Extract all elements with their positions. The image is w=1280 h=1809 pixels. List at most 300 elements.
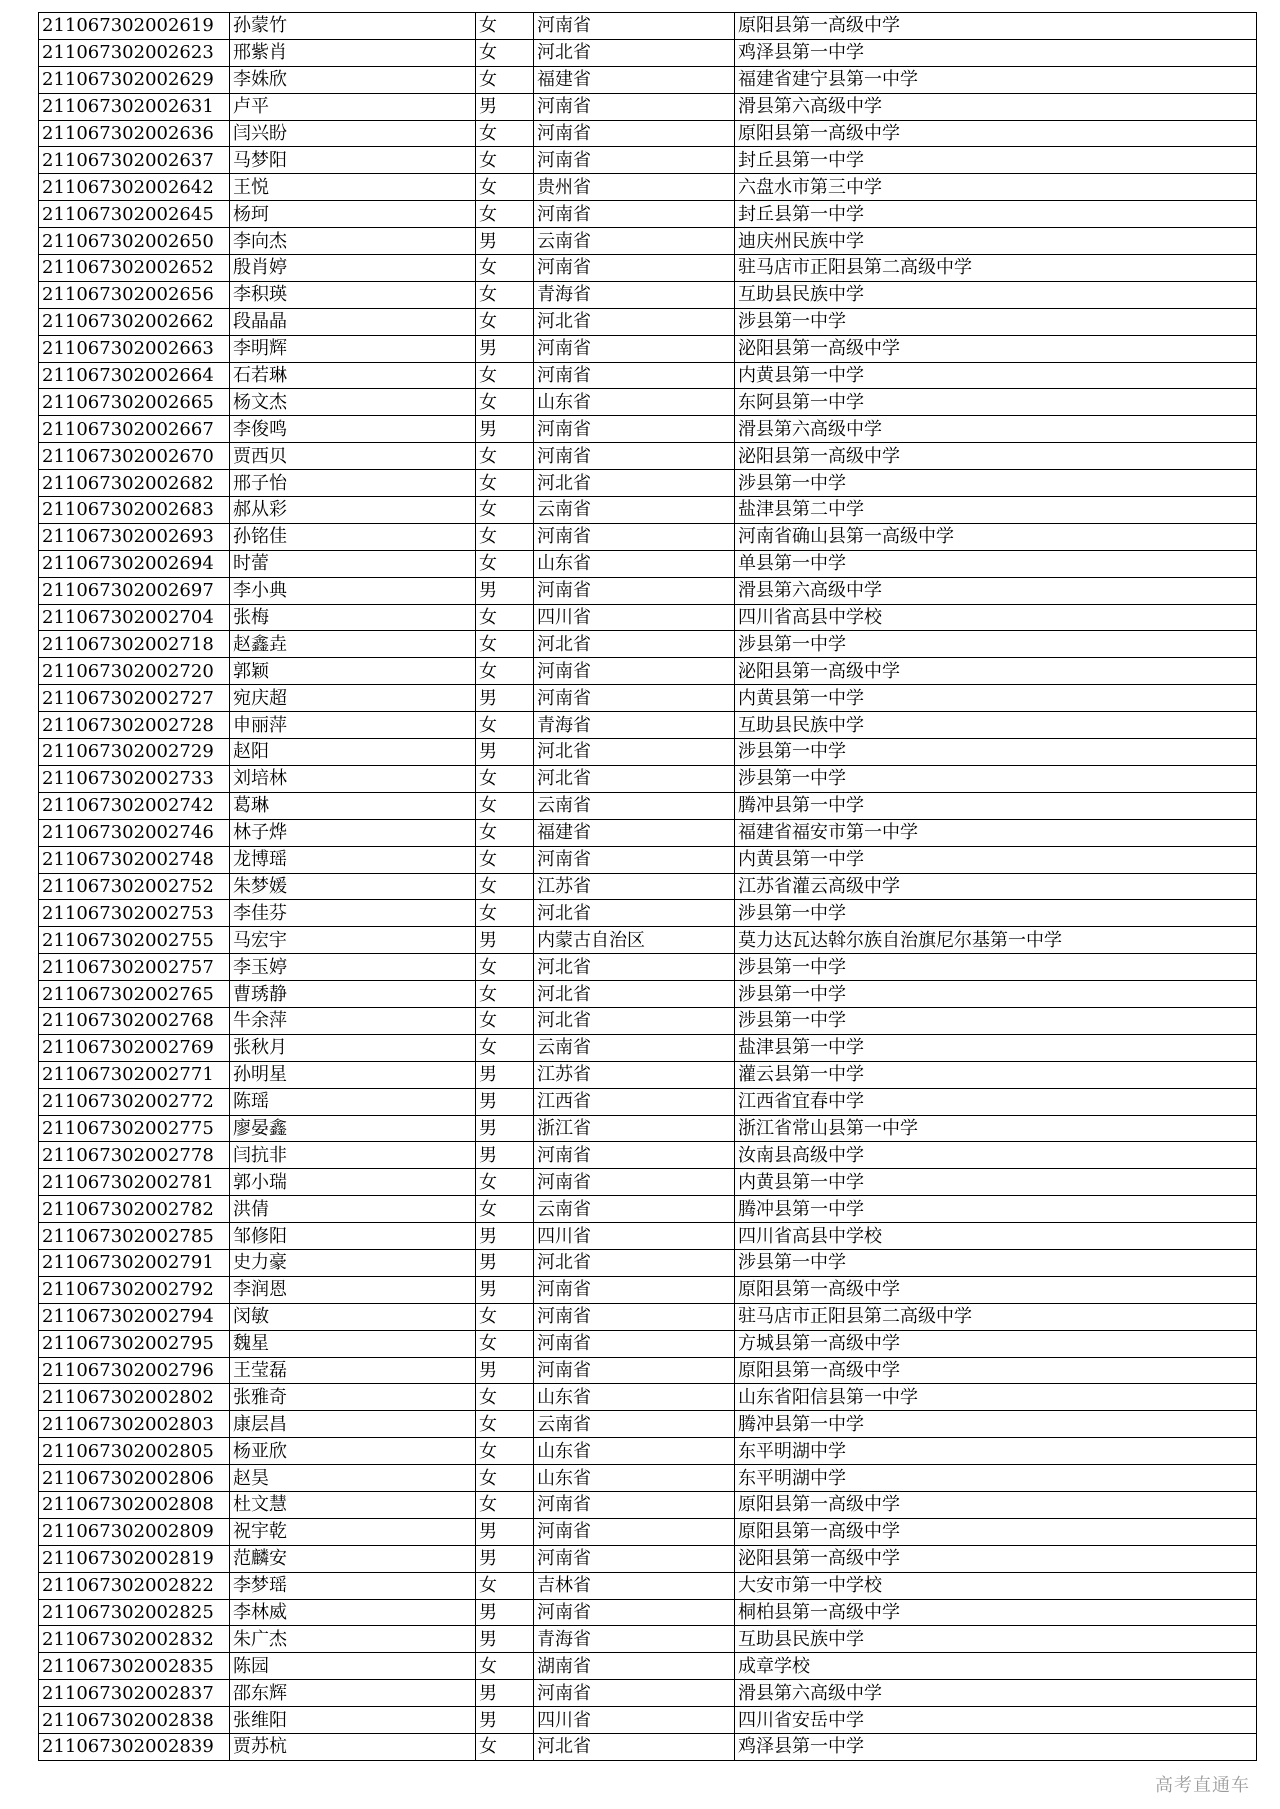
- name-cell: 孙铭佳: [230, 523, 476, 550]
- gender-cell: 男: [476, 1599, 534, 1626]
- province-cell: 河南省: [534, 335, 735, 362]
- name-cell: 杨文杰: [230, 389, 476, 416]
- table-row: [39, 954, 1257, 981]
- table-row: [39, 1734, 1257, 1761]
- table-row: [39, 631, 1257, 658]
- table-row: [39, 1438, 1257, 1465]
- gender-cell: 男: [476, 416, 534, 443]
- candidate-id-cell: 211067302002768: [39, 1007, 230, 1034]
- candidate-id-cell: 211067302002802: [39, 1384, 230, 1411]
- gender-cell: 女: [476, 308, 534, 335]
- name-cell: 邵东辉: [230, 1680, 476, 1707]
- candidate-id-cell: 211067302002792: [39, 1276, 230, 1303]
- table-row: [39, 174, 1257, 201]
- name-cell: 魏星: [230, 1330, 476, 1357]
- province-cell: 山东省: [534, 1465, 735, 1492]
- school-cell: 汝南县高级中学: [735, 1142, 1257, 1169]
- name-cell: 邢紫肖: [230, 39, 476, 66]
- candidate-id-cell: 211067302002781: [39, 1169, 230, 1196]
- gender-cell: 男: [476, 1115, 534, 1142]
- gender-cell: 男: [476, 1061, 534, 1088]
- table-row: [39, 1115, 1257, 1142]
- candidate-id-cell: 211067302002748: [39, 846, 230, 873]
- table-row: [39, 147, 1257, 174]
- candidate-id-cell: 211067302002636: [39, 120, 230, 147]
- school-cell: 原阳县第一高级中学: [735, 13, 1257, 40]
- name-cell: 张秋月: [230, 1034, 476, 1061]
- province-cell: 河北省: [534, 1734, 735, 1761]
- province-cell: 河南省: [534, 201, 735, 228]
- gender-cell: 女: [476, 66, 534, 93]
- gender-cell: 男: [476, 1707, 534, 1734]
- name-cell: 杨亚欣: [230, 1438, 476, 1465]
- candidate-id-cell: 211067302002791: [39, 1249, 230, 1276]
- table-row: [39, 846, 1257, 873]
- gender-cell: 女: [476, 981, 534, 1008]
- table-row: [39, 1384, 1257, 1411]
- province-cell: 湖南省: [534, 1653, 735, 1680]
- table-row: [39, 927, 1257, 954]
- province-cell: 河南省: [534, 658, 735, 685]
- school-cell: 鸡泽县第一中学: [735, 39, 1257, 66]
- school-cell: 山东省阳信县第一中学: [735, 1384, 1257, 1411]
- table-row: [39, 201, 1257, 228]
- name-cell: 申丽萍: [230, 712, 476, 739]
- name-cell: 林子烨: [230, 819, 476, 846]
- school-cell: 方城县第一高级中学: [735, 1330, 1257, 1357]
- school-cell: 四川省安岳中学: [735, 1707, 1257, 1734]
- candidate-id-cell: 211067302002697: [39, 577, 230, 604]
- province-cell: 河南省: [534, 577, 735, 604]
- school-cell: 泌阳县第一高级中学: [735, 335, 1257, 362]
- province-cell: 云南省: [534, 1034, 735, 1061]
- candidate-id-cell: 211067302002769: [39, 1034, 230, 1061]
- candidate-id-cell: 211067302002682: [39, 470, 230, 497]
- candidate-id-cell: 211067302002753: [39, 900, 230, 927]
- gender-cell: 女: [476, 443, 534, 470]
- school-cell: 互助县民族中学: [735, 712, 1257, 739]
- gender-cell: 女: [476, 1007, 534, 1034]
- name-cell: 赵鑫垚: [230, 631, 476, 658]
- table-row: [39, 416, 1257, 443]
- school-cell: 成章学校: [735, 1653, 1257, 1680]
- province-cell: 云南省: [534, 792, 735, 819]
- gender-cell: 女: [476, 1303, 534, 1330]
- school-cell: 涉县第一中学: [735, 954, 1257, 981]
- school-cell: 涉县第一中学: [735, 308, 1257, 335]
- province-cell: 河南省: [534, 523, 735, 550]
- name-cell: 邹修阳: [230, 1223, 476, 1250]
- school-cell: 滑县第六高级中学: [735, 93, 1257, 120]
- province-cell: 江苏省: [534, 873, 735, 900]
- name-cell: 李润恩: [230, 1276, 476, 1303]
- gender-cell: 男: [476, 1142, 534, 1169]
- table-row: [39, 335, 1257, 362]
- school-cell: 东阿县第一中学: [735, 389, 1257, 416]
- candidate-id-cell: 211067302002665: [39, 389, 230, 416]
- school-cell: 原阳县第一高级中学: [735, 120, 1257, 147]
- province-cell: 河南省: [534, 147, 735, 174]
- gender-cell: 女: [476, 873, 534, 900]
- table-row: [39, 1653, 1257, 1680]
- table-row: [39, 120, 1257, 147]
- name-cell: 孙明星: [230, 1061, 476, 1088]
- province-cell: 河北省: [534, 308, 735, 335]
- gender-cell: 男: [476, 1680, 534, 1707]
- table-row: [39, 1249, 1257, 1276]
- school-cell: 迪庆州民族中学: [735, 228, 1257, 255]
- name-cell: 邢子怡: [230, 470, 476, 497]
- province-cell: 河南省: [534, 1169, 735, 1196]
- table-row: [39, 93, 1257, 120]
- table-row: [39, 66, 1257, 93]
- name-cell: 卢平: [230, 93, 476, 120]
- gender-cell: 女: [476, 39, 534, 66]
- school-cell: 内黄县第一中学: [735, 362, 1257, 389]
- gender-cell: 女: [476, 1384, 534, 1411]
- candidate-id-cell: 211067302002667: [39, 416, 230, 443]
- roster-body: [39, 13, 1257, 1761]
- province-cell: 江西省: [534, 1088, 735, 1115]
- school-cell: 单县第一中学: [735, 550, 1257, 577]
- candidate-id-cell: 211067302002794: [39, 1303, 230, 1330]
- gender-cell: 女: [476, 120, 534, 147]
- candidate-id-cell: 211067302002729: [39, 739, 230, 766]
- table-row: [39, 792, 1257, 819]
- name-cell: 郭颖: [230, 658, 476, 685]
- table-row: [39, 577, 1257, 604]
- table-row: [39, 1357, 1257, 1384]
- school-cell: 盐津县第二中学: [735, 497, 1257, 524]
- school-cell: 四川省高县中学校: [735, 1223, 1257, 1250]
- candidate-id-cell: 211067302002839: [39, 1734, 230, 1761]
- school-cell: 互助县民族中学: [735, 1626, 1257, 1653]
- candidate-id-cell: 211067302002742: [39, 792, 230, 819]
- name-cell: 郭小瑞: [230, 1169, 476, 1196]
- table-row: [39, 281, 1257, 308]
- name-cell: 闫抗非: [230, 1142, 476, 1169]
- table-row: [39, 308, 1257, 335]
- table-row: [39, 1061, 1257, 1088]
- candidate-id-cell: 211067302002837: [39, 1680, 230, 1707]
- province-cell: 河南省: [534, 362, 735, 389]
- table-row: [39, 1330, 1257, 1357]
- gender-cell: 男: [476, 927, 534, 954]
- name-cell: 范麟安: [230, 1545, 476, 1572]
- candidate-id-cell: 211067302002694: [39, 550, 230, 577]
- table-row: [39, 685, 1257, 712]
- table-row: [39, 1169, 1257, 1196]
- table-row: [39, 39, 1257, 66]
- gender-cell: 男: [476, 577, 534, 604]
- candidate-id-cell: 211067302002693: [39, 523, 230, 550]
- name-cell: 杜文慧: [230, 1491, 476, 1518]
- gender-cell: 女: [476, 13, 534, 40]
- school-cell: 东平明湖中学: [735, 1465, 1257, 1492]
- province-cell: 河南省: [534, 1303, 735, 1330]
- name-cell: 洪倩: [230, 1196, 476, 1223]
- gender-cell: 女: [476, 658, 534, 685]
- province-cell: 青海省: [534, 712, 735, 739]
- roster-sheet: [38, 12, 1256, 1761]
- province-cell: 四川省: [534, 604, 735, 631]
- province-cell: 河北省: [534, 1007, 735, 1034]
- gender-cell: 男: [476, 228, 534, 255]
- province-cell: 河北省: [534, 765, 735, 792]
- gender-cell: 女: [476, 1196, 534, 1223]
- name-cell: 朱广杰: [230, 1626, 476, 1653]
- school-cell: 腾冲县第一中学: [735, 1196, 1257, 1223]
- gender-cell: 男: [476, 685, 534, 712]
- candidate-id-cell: 211067302002652: [39, 255, 230, 282]
- name-cell: 李向杰: [230, 228, 476, 255]
- table-row: [39, 443, 1257, 470]
- school-cell: 泌阳县第一高级中学: [735, 1545, 1257, 1572]
- school-cell: 河南省确山县第一高级中学: [735, 523, 1257, 550]
- province-cell: 山东省: [534, 1384, 735, 1411]
- name-cell: 李明辉: [230, 335, 476, 362]
- school-cell: 福建省建宁县第一中学: [735, 66, 1257, 93]
- name-cell: 李林威: [230, 1599, 476, 1626]
- candidate-id-cell: 211067302002664: [39, 362, 230, 389]
- candidate-id-cell: 211067302002656: [39, 281, 230, 308]
- province-cell: 河南省: [534, 1330, 735, 1357]
- school-cell: 江苏省灌云高级中学: [735, 873, 1257, 900]
- table-row: [39, 1465, 1257, 1492]
- table-row: [39, 255, 1257, 282]
- candidate-id-cell: 211067302002806: [39, 1465, 230, 1492]
- candidate-id-cell: 211067302002718: [39, 631, 230, 658]
- table-row: [39, 819, 1257, 846]
- candidate-id-cell: 211067302002832: [39, 1626, 230, 1653]
- table-row: [39, 981, 1257, 1008]
- candidate-id-cell: 211067302002809: [39, 1518, 230, 1545]
- name-cell: 赵阳: [230, 739, 476, 766]
- table-row: [39, 658, 1257, 685]
- school-cell: 封丘县第一中学: [735, 147, 1257, 174]
- province-cell: 河南省: [534, 1518, 735, 1545]
- name-cell: 李梦瑶: [230, 1572, 476, 1599]
- gender-cell: 女: [476, 1465, 534, 1492]
- gender-cell: 男: [476, 1626, 534, 1653]
- candidate-id-cell: 211067302002755: [39, 927, 230, 954]
- name-cell: 牛余萍: [230, 1007, 476, 1034]
- table-row: [39, 1276, 1257, 1303]
- province-cell: 河南省: [534, 1142, 735, 1169]
- name-cell: 李小典: [230, 577, 476, 604]
- gender-cell: 女: [476, 604, 534, 631]
- school-cell: 涉县第一中学: [735, 1249, 1257, 1276]
- gender-cell: 男: [476, 1518, 534, 1545]
- province-cell: 云南省: [534, 228, 735, 255]
- school-cell: 互助县民族中学: [735, 281, 1257, 308]
- table-row: [39, 389, 1257, 416]
- candidate-id-cell: 211067302002772: [39, 1088, 230, 1115]
- school-cell: 涉县第一中学: [735, 470, 1257, 497]
- gender-cell: 女: [476, 792, 534, 819]
- school-cell: 涉县第一中学: [735, 900, 1257, 927]
- school-cell: 四川省高县中学校: [735, 604, 1257, 631]
- name-cell: 龙博瑶: [230, 846, 476, 873]
- school-cell: 封丘县第一中学: [735, 201, 1257, 228]
- school-cell: 灌云县第一中学: [735, 1061, 1257, 1088]
- province-cell: 吉林省: [534, 1572, 735, 1599]
- name-cell: 段晶晶: [230, 308, 476, 335]
- school-cell: 鸡泽县第一中学: [735, 1734, 1257, 1761]
- school-cell: 滑县第六高级中学: [735, 416, 1257, 443]
- name-cell: 李佳芬: [230, 900, 476, 927]
- candidate-id-cell: 211067302002637: [39, 147, 230, 174]
- gender-cell: 女: [476, 362, 534, 389]
- gender-cell: 女: [476, 470, 534, 497]
- province-cell: 青海省: [534, 281, 735, 308]
- table-row: [39, 1303, 1257, 1330]
- province-cell: 云南省: [534, 1411, 735, 1438]
- gender-cell: 女: [476, 1411, 534, 1438]
- province-cell: 河南省: [534, 255, 735, 282]
- candidate-id-cell: 211067302002619: [39, 13, 230, 40]
- school-cell: 盐津县第一中学: [735, 1034, 1257, 1061]
- school-cell: 泌阳县第一高级中学: [735, 443, 1257, 470]
- name-cell: 殷肖婷: [230, 255, 476, 282]
- table-row: [39, 228, 1257, 255]
- table-row: [39, 362, 1257, 389]
- province-cell: 河南省: [534, 13, 735, 40]
- gender-cell: 女: [476, 900, 534, 927]
- candidate-id-cell: 211067302002805: [39, 1438, 230, 1465]
- candidate-id-cell: 211067302002683: [39, 497, 230, 524]
- gender-cell: 女: [476, 497, 534, 524]
- gender-cell: 女: [476, 631, 534, 658]
- table-row: [39, 1491, 1257, 1518]
- candidate-id-cell: 211067302002629: [39, 66, 230, 93]
- table-row: [39, 1223, 1257, 1250]
- province-cell: 河南省: [534, 1545, 735, 1572]
- gender-cell: 女: [476, 1169, 534, 1196]
- candidate-id-cell: 211067302002663: [39, 335, 230, 362]
- candidate-id-cell: 211067302002803: [39, 1411, 230, 1438]
- table-row: [39, 1007, 1257, 1034]
- name-cell: 马梦阳: [230, 147, 476, 174]
- table-row: [39, 1707, 1257, 1734]
- school-cell: 内黄县第一中学: [735, 846, 1257, 873]
- gender-cell: 男: [476, 1357, 534, 1384]
- province-cell: 山东省: [534, 1438, 735, 1465]
- candidate-id-cell: 211067302002778: [39, 1142, 230, 1169]
- table-row: [39, 470, 1257, 497]
- candidate-id-cell: 211067302002796: [39, 1357, 230, 1384]
- school-cell: 江西省宜春中学: [735, 1088, 1257, 1115]
- table-row: [39, 497, 1257, 524]
- table-row: [39, 1088, 1257, 1115]
- candidate-id-cell: 211067302002704: [39, 604, 230, 631]
- province-cell: 河北省: [534, 981, 735, 1008]
- gender-cell: 男: [476, 1088, 534, 1115]
- candidate-id-cell: 211067302002645: [39, 201, 230, 228]
- province-cell: 河南省: [534, 846, 735, 873]
- gender-cell: 女: [476, 389, 534, 416]
- candidate-id-cell: 211067302002746: [39, 819, 230, 846]
- province-cell: 河南省: [534, 120, 735, 147]
- school-cell: 涉县第一中学: [735, 1007, 1257, 1034]
- candidate-id-cell: 211067302002752: [39, 873, 230, 900]
- table-row: [39, 1034, 1257, 1061]
- name-cell: 王悦: [230, 174, 476, 201]
- gender-cell: 女: [476, 1653, 534, 1680]
- name-cell: 宛庆超: [230, 685, 476, 712]
- province-cell: 山东省: [534, 389, 735, 416]
- table-row: [39, 1572, 1257, 1599]
- gender-cell: 女: [476, 1438, 534, 1465]
- gender-cell: 女: [476, 1572, 534, 1599]
- province-cell: 河南省: [534, 93, 735, 120]
- school-cell: 六盘水市第三中学: [735, 174, 1257, 201]
- candidate-id-cell: 211067302002771: [39, 1061, 230, 1088]
- gender-cell: 女: [476, 174, 534, 201]
- name-cell: 杨珂: [230, 201, 476, 228]
- name-cell: 廖晏鑫: [230, 1115, 476, 1142]
- candidate-id-cell: 211067302002733: [39, 765, 230, 792]
- province-cell: 河南省: [534, 416, 735, 443]
- school-cell: 涉县第一中学: [735, 631, 1257, 658]
- table-row: [39, 900, 1257, 927]
- province-cell: 贵州省: [534, 174, 735, 201]
- table-row: [39, 1411, 1257, 1438]
- candidate-id-cell: 211067302002838: [39, 1707, 230, 1734]
- gender-cell: 男: [476, 1249, 534, 1276]
- candidate-id-cell: 211067302002808: [39, 1491, 230, 1518]
- gender-cell: 女: [476, 819, 534, 846]
- name-cell: 张雅奇: [230, 1384, 476, 1411]
- school-cell: 驻马店市正阳县第二高级中学: [735, 1303, 1257, 1330]
- candidate-id-cell: 211067302002795: [39, 1330, 230, 1357]
- candidate-id-cell: 211067302002785: [39, 1223, 230, 1250]
- name-cell: 康层昌: [230, 1411, 476, 1438]
- province-cell: 山东省: [534, 550, 735, 577]
- province-cell: 四川省: [534, 1707, 735, 1734]
- candidate-id-cell: 211067302002728: [39, 712, 230, 739]
- candidate-id-cell: 211067302002727: [39, 685, 230, 712]
- school-cell: 涉县第一中学: [735, 981, 1257, 1008]
- table-row: [39, 13, 1257, 40]
- province-cell: 河北省: [534, 900, 735, 927]
- name-cell: 闵敏: [230, 1303, 476, 1330]
- school-cell: 浙江省常山县第一中学: [735, 1115, 1257, 1142]
- table-row: [39, 550, 1257, 577]
- candidate-id-cell: 211067302002650: [39, 228, 230, 255]
- gender-cell: 男: [476, 1545, 534, 1572]
- name-cell: 朱梦媛: [230, 873, 476, 900]
- gender-cell: 女: [476, 147, 534, 174]
- table-row: [39, 1196, 1257, 1223]
- name-cell: 郝从彩: [230, 497, 476, 524]
- table-row: [39, 712, 1257, 739]
- table-row: [39, 873, 1257, 900]
- name-cell: 石若琳: [230, 362, 476, 389]
- province-cell: 四川省: [534, 1223, 735, 1250]
- gender-cell: 女: [476, 255, 534, 282]
- province-cell: 青海省: [534, 1626, 735, 1653]
- province-cell: 河北省: [534, 631, 735, 658]
- school-cell: 涉县第一中学: [735, 765, 1257, 792]
- name-cell: 时蕾: [230, 550, 476, 577]
- gender-cell: 女: [476, 201, 534, 228]
- province-cell: 河北省: [534, 954, 735, 981]
- province-cell: 云南省: [534, 497, 735, 524]
- name-cell: 赵昊: [230, 1465, 476, 1492]
- candidate-id-cell: 211067302002662: [39, 308, 230, 335]
- name-cell: 刘培林: [230, 765, 476, 792]
